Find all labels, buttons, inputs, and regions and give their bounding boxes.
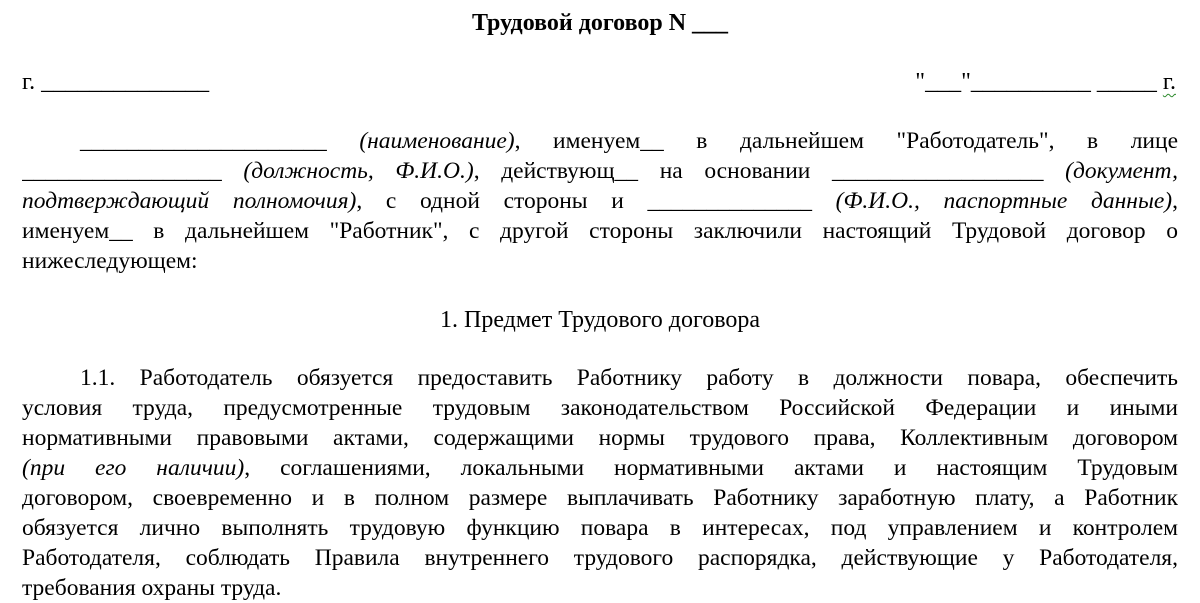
intro-blank-2: _________________ bbox=[22, 158, 244, 184]
date-line bbox=[915, 67, 1176, 97]
intro-hint-passport: (Ф.И.О., паспортные данные) bbox=[835, 188, 1173, 214]
clause-line-6: обязуется лично выполнять трудовую функцию повара в интересах, под управлением и контролем bbox=[22, 515, 1178, 541]
intro-line-5: нижеследующем: bbox=[22, 248, 198, 274]
clause-hint-presence: (при его наличии) bbox=[22, 455, 245, 481]
intro-text-3b: , bbox=[1172, 188, 1178, 214]
intro-line-1 bbox=[22, 126, 1178, 156]
city-line: г. ______________ bbox=[22, 69, 210, 95]
intro-hint-authority: подтверждающий полномочия) bbox=[22, 188, 357, 214]
clause-line-7: Работодателя, соблюдать Правила внутреннего трудового распорядка, действующие у Работодателя, bbox=[22, 545, 1178, 571]
intro-text-3: , с одной стороны и ______________ bbox=[356, 188, 836, 214]
intro-line-4: именуем__ в дальнейшем "Работник", с другой стороны заключили настоящий Трудовой договор о bbox=[22, 218, 1178, 244]
clause-line-8: требования охраны труда. bbox=[22, 575, 282, 601]
clause-1-1 bbox=[22, 363, 1178, 603]
date-year-suffix: г. bbox=[1162, 69, 1176, 95]
intro-text-2: , действующ__ на основании __________________ bbox=[473, 158, 1066, 184]
intro-hint-name: (наименование) bbox=[359, 128, 515, 154]
intro-blank-1: _____________________ bbox=[80, 128, 360, 154]
section-1-heading: 1. Предмет Трудового договора bbox=[439, 307, 761, 333]
intro-paragraph bbox=[22, 126, 1178, 276]
intro-line-2 bbox=[22, 156, 1178, 186]
clause-line-3: нормативными правовыми актами, содержащими нормы трудового права, Коллективным договором bbox=[22, 425, 1178, 451]
intro-hint-position: (должность, Ф.И.О.) bbox=[243, 158, 474, 184]
clause-line-1: 1.1. Работодатель обязуется предоставить Работнику работу в должности повара, обеспечить bbox=[80, 365, 1178, 391]
date-blanks: "___"__________ _____ bbox=[915, 69, 1163, 95]
clause-line-2: условия труда, предусмотренные трудовым законодательством Российской Федерации и иными bbox=[22, 395, 1178, 421]
intro-text-1: , именуем__ в дальнейшем "Работодатель", в лице bbox=[514, 128, 1178, 154]
intro-hint-document: (документ, bbox=[1065, 158, 1178, 184]
clause-text-4: , соглашениями, локальными нормативными актами и настоящим Трудовым bbox=[244, 455, 1178, 481]
clause-line-5: договором, своевременно и в полном размере выплачивать Работнику заработную плату, а Работник bbox=[22, 485, 1178, 511]
intro-line-3 bbox=[22, 186, 1178, 216]
document-title: Трудовой договор N ___ bbox=[471, 10, 729, 36]
clause-line-4 bbox=[22, 453, 1178, 483]
